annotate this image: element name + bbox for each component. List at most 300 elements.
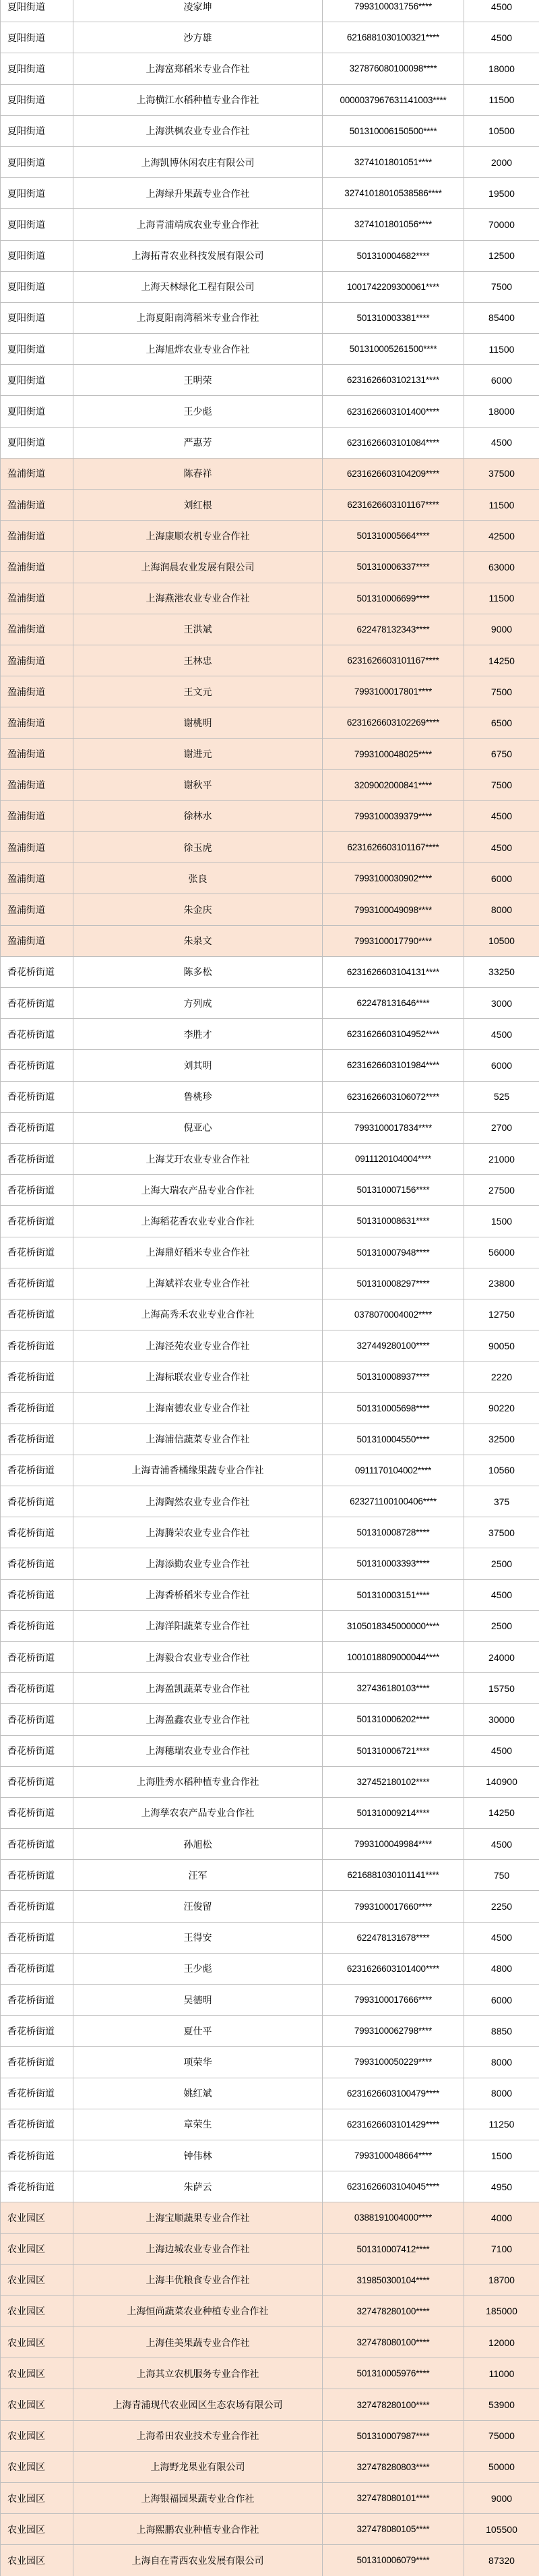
account-cell[interactable]: 7993100017790**** [323,925,464,956]
account-cell[interactable]: 622478132343**** [323,614,464,645]
amount-cell[interactable]: 11500 [464,490,539,521]
amount-cell[interactable]: 27500 [464,1175,539,1206]
street-cell[interactable]: 夏阳街道 [1,209,73,240]
street-cell[interactable]: 盈浦街道 [1,707,73,738]
name-cell[interactable]: 上海银福园果蔬专业合作社 [73,2483,323,2514]
amount-cell[interactable]: 87320 [464,2545,539,2576]
name-cell[interactable]: 上海希田农业技术专业合作社 [73,2420,323,2451]
street-cell[interactable]: 夏阳街道 [1,178,73,209]
street-cell[interactable]: 夏阳街道 [1,240,73,271]
amount-cell[interactable]: 53900 [464,2389,539,2420]
street-cell[interactable]: 香花桥街道 [1,988,73,1019]
street-cell[interactable]: 夏阳街道 [1,53,73,84]
amount-cell[interactable]: 12750 [464,1299,539,1330]
street-cell[interactable]: 香花桥街道 [1,1517,73,1548]
account-cell[interactable]: 6231626603101429**** [323,2109,464,2140]
name-cell[interactable]: 朱泉文 [73,925,323,956]
name-cell[interactable]: 谢进元 [73,738,323,769]
account-cell[interactable]: 327449280100**** [323,1330,464,1362]
amount-cell[interactable]: 4800 [464,1953,539,1984]
street-cell[interactable]: 香花桥街道 [1,956,73,987]
account-cell[interactable]: 6216881030100321**** [323,22,464,53]
name-cell[interactable]: 凌家坤 [73,0,323,22]
street-cell[interactable]: 夏阳街道 [1,427,73,458]
name-cell[interactable]: 吴德明 [73,1985,323,2016]
amount-cell[interactable]: 11250 [464,2109,539,2140]
name-cell[interactable]: 上海青浦现代农业园区生态农场有限公司 [73,2389,323,2420]
account-cell[interactable]: 7993100050229**** [323,2047,464,2078]
amount-cell[interactable]: 2500 [464,1610,539,1641]
name-cell[interactable]: 钟伟林 [73,2140,323,2171]
street-cell[interactable]: 香花桥街道 [1,1112,73,1143]
amount-cell[interactable]: 8000 [464,894,539,925]
name-cell[interactable]: 严惠芳 [73,427,323,458]
account-cell[interactable]: 7993100062798**** [323,2016,464,2047]
account-cell[interactable]: 501310005698**** [323,1393,464,1424]
amount-cell[interactable]: 4000 [464,2202,539,2233]
amount-cell[interactable]: 4950 [464,2171,539,2202]
street-cell[interactable]: 香花桥街道 [1,1268,73,1299]
street-cell[interactable]: 香花桥街道 [1,1455,73,1486]
amount-cell[interactable]: 85400 [464,302,539,333]
street-cell[interactable]: 香花桥街道 [1,1641,73,1672]
name-cell[interactable]: 姚红斌 [73,2078,323,2109]
street-cell[interactable]: 农业园区 [1,2483,73,2514]
account-cell[interactable]: 6231626603104131**** [323,956,464,987]
amount-cell[interactable]: 50000 [464,2451,539,2482]
name-cell[interactable]: 上海野龙果业有限公司 [73,2451,323,2482]
account-cell[interactable]: 3274101801051**** [323,146,464,177]
account-cell[interactable]: 3105018345000000**** [323,1610,464,1641]
account-cell[interactable]: 6231626603101167**** [323,490,464,521]
amount-cell[interactable]: 2220 [464,1362,539,1393]
amount-cell[interactable]: 24000 [464,1641,539,1672]
amount-cell[interactable]: 8000 [464,2078,539,2109]
street-cell[interactable]: 夏阳街道 [1,271,73,302]
name-cell[interactable]: 徐林水 [73,800,323,831]
name-cell[interactable]: 上海宝顺蔬果专业合作社 [73,2202,323,2233]
name-cell[interactable]: 上海夏阳南湾稻米专业合作社 [73,302,323,333]
account-cell[interactable]: 327478080105**** [323,2514,464,2545]
name-cell[interactable]: 陈多松 [73,956,323,987]
street-cell[interactable]: 香花桥街道 [1,1766,73,1797]
name-cell[interactable]: 上海其立农机服务专业合作社 [73,2358,323,2389]
account-cell[interactable]: 7993100048025**** [323,738,464,769]
name-cell[interactable]: 上海青浦香橘缘果蔬专业合作社 [73,1455,323,1486]
amount-cell[interactable]: 19500 [464,178,539,209]
amount-cell[interactable]: 30000 [464,1704,539,1735]
name-cell[interactable]: 上海标联农业专业合作社 [73,1362,323,1393]
street-cell[interactable]: 夏阳街道 [1,146,73,177]
amount-cell[interactable]: 375 [464,1486,539,1517]
name-cell[interactable]: 上海添勤农业专业合作社 [73,1548,323,1579]
street-cell[interactable]: 香花桥街道 [1,1486,73,1517]
name-cell[interactable]: 王明荣 [73,365,323,396]
name-cell[interactable]: 上海润晨农业发展有限公司 [73,552,323,583]
account-cell[interactable]: 327478280803**** [323,2451,464,2482]
name-cell[interactable]: 朱萨云 [73,2171,323,2202]
amount-cell[interactable]: 1500 [464,1206,539,1237]
name-cell[interactable]: 鲁桃珍 [73,1081,323,1112]
account-cell[interactable]: 1001018809000044**** [323,1641,464,1672]
account-cell[interactable]: 3274101801056**** [323,209,464,240]
amount-cell[interactable]: 11500 [464,583,539,614]
amount-cell[interactable]: 56000 [464,1237,539,1268]
name-cell[interactable]: 上海边城农业专业合作社 [73,2233,323,2264]
amount-cell[interactable]: 7500 [464,271,539,302]
account-cell[interactable]: 0388191004000**** [323,2202,464,2233]
amount-cell[interactable]: 14250 [464,1797,539,1828]
street-cell[interactable]: 夏阳街道 [1,84,73,115]
account-cell[interactable]: 501310007987**** [323,2420,464,2451]
amount-cell[interactable]: 1500 [464,2140,539,2171]
street-cell[interactable]: 香花桥街道 [1,1237,73,1268]
amount-cell[interactable]: 4500 [464,800,539,831]
street-cell[interactable]: 香花桥街道 [1,1610,73,1641]
account-cell[interactable]: 6216881030101141**** [323,1860,464,1891]
account-cell[interactable]: 327436180103**** [323,1673,464,1704]
street-cell[interactable]: 香花桥街道 [1,2171,73,2202]
street-cell[interactable]: 香花桥街道 [1,1424,73,1455]
street-cell[interactable]: 香花桥街道 [1,1019,73,1050]
street-cell[interactable]: 香花桥街道 [1,1050,73,1081]
name-cell[interactable]: 上海艾玗农业专业合作社 [73,1143,323,1174]
amount-cell[interactable]: 11500 [464,84,539,115]
name-cell[interactable]: 上海洋阳蔬菜专业合作社 [73,1610,323,1641]
account-cell[interactable]: 7993100048664**** [323,2140,464,2171]
street-cell[interactable]: 农业园区 [1,2233,73,2264]
account-cell[interactable]: 501310006721**** [323,1735,464,1766]
account-cell[interactable]: 327478080100**** [323,2327,464,2358]
amount-cell[interactable]: 9000 [464,2483,539,2514]
street-cell[interactable]: 盈浦街道 [1,738,73,769]
amount-cell[interactable]: 63000 [464,552,539,583]
name-cell[interactable]: 上海盈凯蔬菜专业合作社 [73,1673,323,1704]
street-cell[interactable]: 盈浦街道 [1,832,73,863]
name-cell[interactable]: 陈春祥 [73,458,323,489]
amount-cell[interactable]: 4500 [464,1019,539,1050]
name-cell[interactable]: 上海丰优粮食专业合作社 [73,2264,323,2295]
amount-cell[interactable]: 2250 [464,1891,539,1922]
account-cell[interactable]: 7993100017660**** [323,1891,464,1922]
street-cell[interactable]: 盈浦街道 [1,925,73,956]
name-cell[interactable]: 上海陶然农业专业合作社 [73,1486,323,1517]
name-cell[interactable]: 孙旭松 [73,1829,323,1860]
street-cell[interactable]: 夏阳街道 [1,115,73,146]
account-cell[interactable]: 327452180102**** [323,1766,464,1797]
amount-cell[interactable]: 4500 [464,1922,539,1953]
street-cell[interactable]: 农业园区 [1,2358,73,2389]
account-cell[interactable]: 501310008728**** [323,1517,464,1548]
name-cell[interactable]: 上海胜秀水稻种植专业合作社 [73,1766,323,1797]
street-cell[interactable]: 香花桥街道 [1,2140,73,2171]
account-cell[interactable]: 501310005664**** [323,521,464,552]
name-cell[interactable]: 上海大瑞农产品专业合作社 [73,1175,323,1206]
name-cell[interactable]: 上海绿升果蔬专业合作社 [73,178,323,209]
name-cell[interactable]: 夏仕平 [73,2016,323,2047]
street-cell[interactable]: 盈浦街道 [1,676,73,707]
account-cell[interactable]: 501310009214**** [323,1797,464,1828]
street-cell[interactable]: 夏阳街道 [1,365,73,396]
name-cell[interactable]: 上海佳美果蔬专业合作社 [73,2327,323,2358]
street-cell[interactable]: 农业园区 [1,2295,73,2326]
amount-cell[interactable]: 525 [464,1081,539,1112]
street-cell[interactable]: 香花桥街道 [1,1393,73,1424]
amount-cell[interactable]: 6000 [464,365,539,396]
amount-cell[interactable]: 8000 [464,2047,539,2078]
account-cell[interactable]: 6231626603101984**** [323,1050,464,1081]
amount-cell[interactable]: 6000 [464,1050,539,1081]
name-cell[interactable]: 上海鼎好稻米专业合作社 [73,1237,323,1268]
account-cell[interactable]: 622478131646**** [323,988,464,1019]
amount-cell[interactable]: 105500 [464,2514,539,2545]
amount-cell[interactable]: 140900 [464,1766,539,1797]
amount-cell[interactable]: 6000 [464,1985,539,2016]
name-cell[interactable]: 王林忠 [73,645,323,676]
name-cell[interactable]: 王得安 [73,1922,323,1953]
name-cell[interactable]: 刘其明 [73,1050,323,1081]
amount-cell[interactable]: 2500 [464,1548,539,1579]
name-cell[interactable]: 上海高秀禾农业专业合作社 [73,1299,323,1330]
street-cell[interactable]: 夏阳街道 [1,22,73,53]
amount-cell[interactable]: 12000 [464,2327,539,2358]
amount-cell[interactable]: 3000 [464,988,539,1019]
name-cell[interactable]: 李胜才 [73,1019,323,1050]
account-cell[interactable]: 6231626603101400**** [323,1953,464,1984]
account-cell[interactable]: 6231626603104045**** [323,2171,464,2202]
amount-cell[interactable]: 18000 [464,53,539,84]
account-cell[interactable]: 7993100049984**** [323,1829,464,1860]
amount-cell[interactable]: 23800 [464,1268,539,1299]
street-cell[interactable]: 农业园区 [1,2202,73,2233]
account-cell[interactable]: 327478280100**** [323,2295,464,2326]
street-cell[interactable]: 农业园区 [1,2420,73,2451]
account-cell[interactable]: 7993100017834**** [323,1112,464,1143]
amount-cell[interactable]: 4500 [464,1579,539,1610]
amount-cell[interactable]: 8850 [464,2016,539,2047]
name-cell[interactable]: 沙方雄 [73,22,323,53]
street-cell[interactable]: 香花桥街道 [1,1735,73,1766]
name-cell[interactable]: 汪军 [73,1860,323,1891]
account-cell[interactable]: 327876080100098**** [323,53,464,84]
name-cell[interactable]: 上海泾苑农业专业合作社 [73,1330,323,1362]
account-cell[interactable]: 3209002000841**** [323,769,464,800]
amount-cell[interactable]: 11500 [464,334,539,365]
amount-cell[interactable]: 11000 [464,2358,539,2389]
name-cell[interactable]: 上海拓青农业科技发展有限公司 [73,240,323,271]
street-cell[interactable]: 夏阳街道 [1,0,73,22]
name-cell[interactable]: 倪亚心 [73,1112,323,1143]
name-cell[interactable]: 上海凯博休闲农庄有限公司 [73,146,323,177]
name-cell[interactable]: 刘红根 [73,490,323,521]
street-cell[interactable]: 香花桥街道 [1,1891,73,1922]
amount-cell[interactable]: 4500 [464,427,539,458]
account-cell[interactable]: 6231626603101167**** [323,832,464,863]
street-cell[interactable]: 香花桥街道 [1,1953,73,1984]
street-cell[interactable]: 香花桥街道 [1,1704,73,1735]
name-cell[interactable]: 上海恒尚蔬菜农业种植专业合作社 [73,2295,323,2326]
name-cell[interactable]: 王少彪 [73,396,323,427]
amount-cell[interactable]: 14250 [464,645,539,676]
account-cell[interactable]: 327478080101**** [323,2483,464,2514]
amount-cell[interactable]: 7500 [464,676,539,707]
amount-cell[interactable]: 7500 [464,769,539,800]
amount-cell[interactable]: 4500 [464,0,539,22]
street-cell[interactable]: 香花桥街道 [1,1797,73,1828]
amount-cell[interactable]: 10560 [464,1455,539,1486]
name-cell[interactable]: 上海稻花香农业专业合作社 [73,1206,323,1237]
street-cell[interactable]: 香花桥街道 [1,1330,73,1362]
account-cell[interactable]: 6231626603101084**** [323,427,464,458]
amount-cell[interactable]: 10500 [464,115,539,146]
name-cell[interactable]: 上海自在青西农业发展有限公司 [73,2545,323,2576]
account-cell[interactable]: 7993100049098**** [323,894,464,925]
amount-cell[interactable]: 4500 [464,22,539,53]
street-cell[interactable]: 香花桥街道 [1,1548,73,1579]
name-cell[interactable]: 谢桃明 [73,707,323,738]
account-cell[interactable]: 0378070004002**** [323,1299,464,1330]
name-cell[interactable]: 上海浦信蔬菜专业合作社 [73,1424,323,1455]
name-cell[interactable]: 上海旭烨农业专业合作社 [73,334,323,365]
street-cell[interactable]: 夏阳街道 [1,302,73,333]
street-cell[interactable]: 农业园区 [1,2514,73,2545]
street-cell[interactable]: 盈浦街道 [1,583,73,614]
name-cell[interactable]: 章荣生 [73,2109,323,2140]
amount-cell[interactable]: 6500 [464,707,539,738]
name-cell[interactable]: 上海燕港农业专业合作社 [73,583,323,614]
account-cell[interactable]: 0911120104004**** [323,1143,464,1174]
amount-cell[interactable]: 37500 [464,458,539,489]
name-cell[interactable]: 上海穗瑞农业专业合作社 [73,1735,323,1766]
account-cell[interactable]: 501310007948**** [323,1237,464,1268]
name-cell[interactable]: 徐玉虎 [73,832,323,863]
account-cell[interactable]: 501310008937**** [323,1362,464,1393]
name-cell[interactable]: 上海香桥稻米专业合作社 [73,1579,323,1610]
street-cell[interactable]: 香花桥街道 [1,1299,73,1330]
account-cell[interactable]: 501310005976**** [323,2358,464,2389]
amount-cell[interactable]: 75000 [464,2420,539,2451]
account-cell[interactable]: 0000037967631141003**** [323,84,464,115]
account-cell[interactable]: 501310008631**** [323,1206,464,1237]
street-cell[interactable]: 盈浦街道 [1,800,73,831]
account-cell[interactable]: 501310003381**** [323,302,464,333]
street-cell[interactable]: 盈浦街道 [1,894,73,925]
account-cell[interactable]: 0911170104002**** [323,1455,464,1486]
street-cell[interactable]: 香花桥街道 [1,1985,73,2016]
amount-cell[interactable]: 42500 [464,521,539,552]
account-cell[interactable]: 7993100039379**** [323,800,464,831]
name-cell[interactable]: 上海洪枫农业专业合作社 [73,115,323,146]
account-cell[interactable]: 7993100017801**** [323,676,464,707]
account-cell[interactable]: 7993100030902**** [323,863,464,894]
amount-cell[interactable]: 18700 [464,2264,539,2295]
amount-cell[interactable]: 2700 [464,1112,539,1143]
name-cell[interactable]: 王少彪 [73,1953,323,1984]
street-cell[interactable]: 香花桥街道 [1,1860,73,1891]
amount-cell[interactable]: 90220 [464,1393,539,1424]
account-cell[interactable]: 6231626603101167**** [323,645,464,676]
name-cell[interactable]: 项荣华 [73,2047,323,2078]
name-cell[interactable]: 谢秋平 [73,769,323,800]
account-cell[interactable]: 501310006150500**** [323,115,464,146]
street-cell[interactable]: 香花桥街道 [1,1673,73,1704]
account-cell[interactable]: 7993100031756**** [323,0,464,22]
account-cell[interactable]: 6231626603102131**** [323,365,464,396]
amount-cell[interactable]: 2000 [464,146,539,177]
account-cell[interactable]: 501310006202**** [323,1704,464,1735]
account-cell[interactable]: 501310006699**** [323,583,464,614]
account-cell[interactable]: 501310004682**** [323,240,464,271]
account-cell[interactable]: 6231626603102269**** [323,707,464,738]
account-cell[interactable]: 501310003393**** [323,1548,464,1579]
account-cell[interactable]: 501310006079**** [323,2545,464,2576]
street-cell[interactable]: 香花桥街道 [1,1829,73,1860]
street-cell[interactable]: 香花桥街道 [1,2016,73,2047]
amount-cell[interactable]: 18000 [464,396,539,427]
street-cell[interactable]: 香花桥街道 [1,1143,73,1174]
account-cell[interactable]: 319850300104**** [323,2264,464,2295]
amount-cell[interactable]: 4500 [464,1735,539,1766]
amount-cell[interactable]: 33250 [464,956,539,987]
name-cell[interactable]: 上海毅合农业专业合作社 [73,1641,323,1672]
name-cell[interactable]: 上海天林绿化工程有限公司 [73,271,323,302]
amount-cell[interactable]: 12500 [464,240,539,271]
name-cell[interactable]: 张良 [73,863,323,894]
street-cell[interactable]: 盈浦街道 [1,490,73,521]
account-cell[interactable]: 622478131678**** [323,1922,464,1953]
amount-cell[interactable]: 7100 [464,2233,539,2264]
amount-cell[interactable]: 4500 [464,832,539,863]
name-cell[interactable]: 上海腾荣农业专业合作社 [73,1517,323,1548]
account-cell[interactable]: 6231626603104209**** [323,458,464,489]
street-cell[interactable]: 盈浦街道 [1,645,73,676]
street-cell[interactable]: 盈浦街道 [1,769,73,800]
account-cell[interactable]: 6231626603101400**** [323,396,464,427]
street-cell[interactable]: 盈浦街道 [1,458,73,489]
street-cell[interactable]: 农业园区 [1,2451,73,2482]
street-cell[interactable]: 香花桥街道 [1,1175,73,1206]
amount-cell[interactable]: 37500 [464,1517,539,1548]
name-cell[interactable]: 上海横江水稻种植专业合作社 [73,84,323,115]
amount-cell[interactable]: 32500 [464,1424,539,1455]
street-cell[interactable]: 盈浦街道 [1,863,73,894]
account-cell[interactable]: 501310006337**** [323,552,464,583]
street-cell[interactable]: 农业园区 [1,2327,73,2358]
account-cell[interactable]: 501310007412**** [323,2233,464,2264]
street-cell[interactable]: 盈浦街道 [1,521,73,552]
street-cell[interactable]: 农业园区 [1,2389,73,2420]
account-cell[interactable]: 501310004550**** [323,1424,464,1455]
street-cell[interactable]: 香花桥街道 [1,1922,73,1953]
account-cell[interactable]: 501310008297**** [323,1268,464,1299]
name-cell[interactable]: 上海康顺农机专业合作社 [73,521,323,552]
amount-cell[interactable]: 90050 [464,1330,539,1362]
account-cell[interactable]: 501310007156**** [323,1175,464,1206]
amount-cell[interactable]: 15750 [464,1673,539,1704]
street-cell[interactable]: 盈浦街道 [1,552,73,583]
amount-cell[interactable]: 750 [464,1860,539,1891]
account-cell[interactable]: 501310005261500**** [323,334,464,365]
name-cell[interactable]: 朱金庆 [73,894,323,925]
account-cell[interactable]: 327478280100**** [323,2389,464,2420]
amount-cell[interactable]: 21000 [464,1143,539,1174]
amount-cell[interactable]: 9000 [464,614,539,645]
street-cell[interactable]: 香花桥街道 [1,1081,73,1112]
street-cell[interactable]: 香花桥街道 [1,1362,73,1393]
street-cell[interactable]: 夏阳街道 [1,396,73,427]
street-cell[interactable]: 香花桥街道 [1,2109,73,2140]
street-cell[interactable]: 盈浦街道 [1,614,73,645]
